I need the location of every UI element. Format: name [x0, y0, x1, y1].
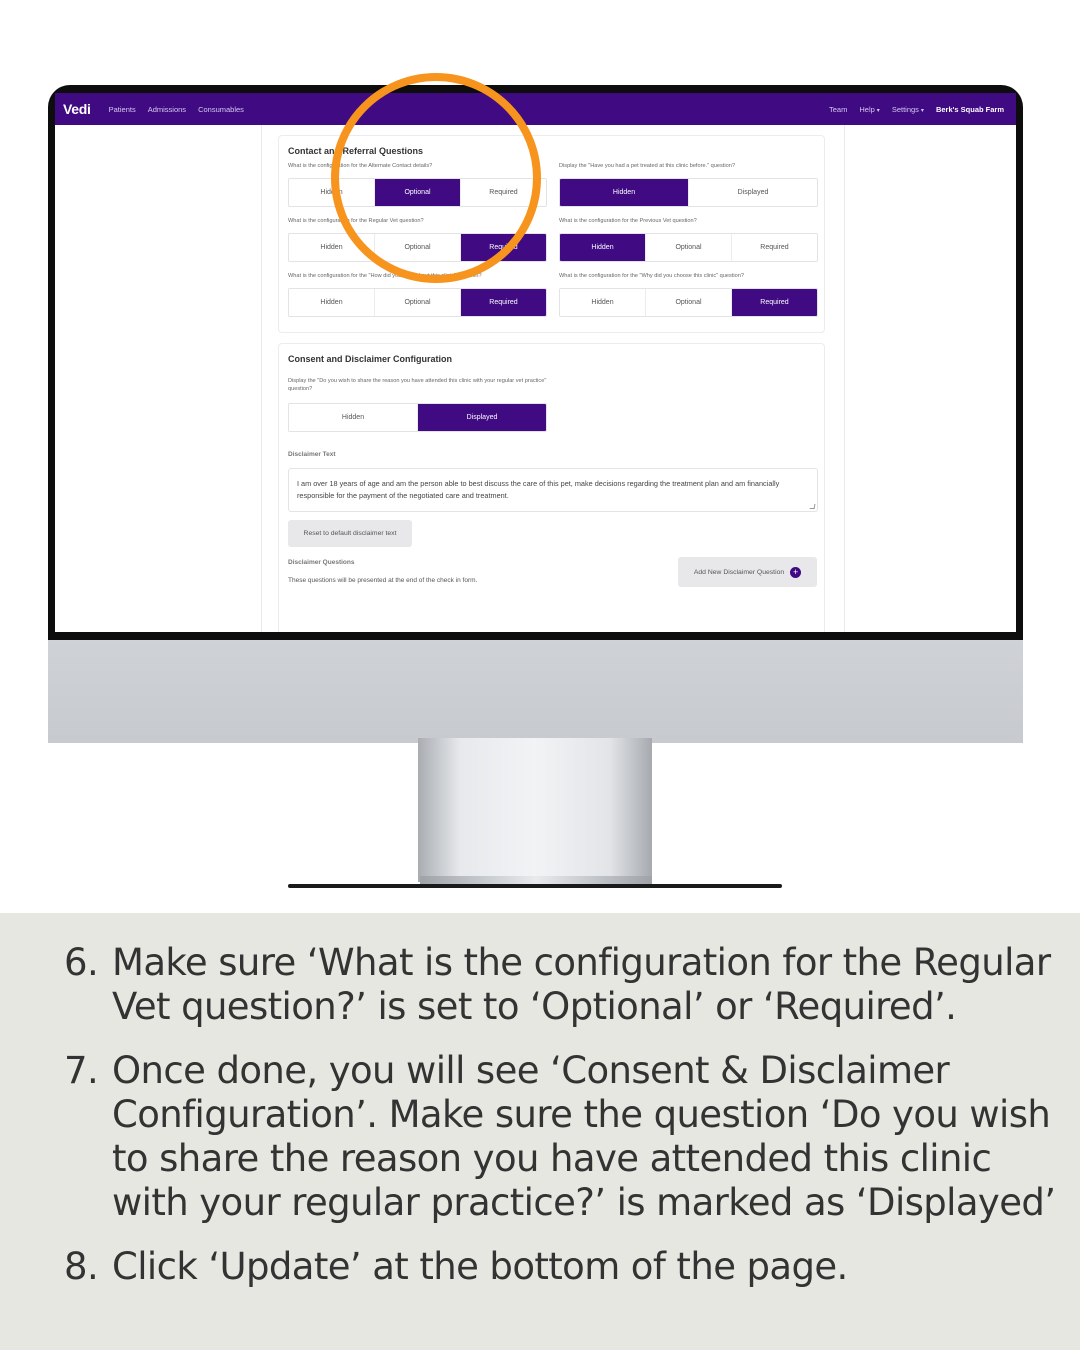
hear-about-toggle — [288, 288, 547, 317]
top-navbar — [55, 93, 1016, 125]
option-optional[interactable]: Optional — [646, 234, 732, 261]
option-optional[interactable]: Optional — [375, 289, 461, 316]
disclaimer-questions-label: Disclaimer Questions — [288, 559, 355, 566]
step-number: 7. — [64, 1049, 99, 1092]
monitor-stand — [418, 738, 652, 882]
step-number: 6. — [64, 941, 99, 984]
option-hidden[interactable]: Hidden — [289, 179, 375, 206]
previous-vet-toggle — [559, 233, 818, 262]
question-label: What is the configuration for the Previous Vet question? — [559, 218, 697, 224]
disclaimer-text-label: Disclaimer Text — [288, 451, 336, 458]
reset-disclaimer-button[interactable]: Reset to default disclaimer text — [288, 520, 412, 547]
nav-patients[interactable]: Patients — [108, 104, 136, 114]
add-question-label: Add New Disclaimer Question — [693, 568, 785, 576]
option-hidden[interactable]: Hidden — [560, 289, 646, 316]
option-displayed[interactable]: Displayed — [689, 179, 817, 206]
step-text: Once done, you will see ‘Consent & Disclaimer Configuration’. Make sure the question ‘Do you wish to share the reason you have attended this clinic with your regular practice?’ is marked as ‘Displayed’ — [112, 1049, 1056, 1224]
disclaimer-text-value: I am over 18 years of age and am the person able to best discuss the care of this pet, make decisions regarding the treatment plan and am financially responsible for the payment of the negotiated care and treatment. — [297, 479, 780, 500]
question-label: What is the configuration for the "Why did you choose this clinic" question? — [559, 273, 744, 279]
plus-icon: + — [790, 567, 801, 578]
option-optional[interactable]: Optional — [375, 234, 461, 261]
brand-logo[interactable]: Vedi — [63, 101, 91, 117]
nav-settings-label: Settings — [891, 104, 919, 114]
nav-right-group — [829, 105, 1008, 114]
option-hidden[interactable]: Hidden — [289, 404, 418, 431]
question-label: What is the configuration for the Regular Vet question? — [288, 218, 424, 224]
option-displayed[interactable]: Displayed — [418, 404, 546, 431]
nav-farm-name[interactable]: Berk's Squab Farm — [935, 104, 1004, 114]
disclaimer-questions-note: These questions will be presented at the end of the check in form. — [288, 577, 478, 584]
nav-help-label: Help — [859, 104, 875, 114]
consent-disclaimer-card — [278, 343, 825, 632]
consent-card-title: Consent and Disclaimer Configuration — [288, 354, 453, 364]
option-hidden[interactable]: Hidden — [560, 234, 646, 261]
highlight-circle — [331, 73, 541, 283]
step-text: Click ‘Update’ at the bottom of the page. — [112, 1245, 848, 1288]
nav-team[interactable]: Team — [829, 104, 848, 114]
disclaimer-textarea[interactable] — [288, 468, 818, 512]
option-required[interactable]: Required — [732, 289, 817, 316]
option-required[interactable]: Required — [461, 179, 546, 206]
nav-help-dropdown[interactable] — [859, 105, 879, 114]
option-optional[interactable]: Optional — [646, 289, 732, 316]
nav-consumables[interactable]: Consumables — [198, 104, 244, 114]
question-label: Display the "Have you had a pet treated at this clinic before." question? — [559, 163, 735, 169]
question-label: What is the configuration for the Alternate Contact details? — [288, 163, 433, 169]
add-disclaimer-question-button[interactable] — [678, 557, 817, 587]
desk-shadow — [288, 884, 782, 888]
question-label: What is the configuration for the "How did you hear about this clinic" question? — [288, 273, 482, 279]
pet-treated-before-toggle — [559, 178, 818, 207]
chevron-down-icon: ▾ — [920, 107, 924, 114]
option-hidden[interactable]: Hidden — [289, 289, 375, 316]
option-required[interactable]: Required — [732, 234, 817, 261]
nav-admissions[interactable]: Admissions — [147, 104, 187, 114]
resize-handle-icon[interactable] — [810, 504, 816, 509]
option-required[interactable]: Required — [461, 234, 546, 261]
chevron-down-icon: ▾ — [876, 107, 880, 114]
option-optional[interactable]: Optional — [375, 179, 461, 206]
monitor-chin — [48, 640, 1023, 743]
option-hidden[interactable]: Hidden — [289, 234, 375, 261]
option-required[interactable]: Required — [461, 289, 546, 316]
step-text: Make sure ‘What is the configuration for the Regular Vet question?’ is set to ‘Optional’ or ‘Required’. — [112, 941, 1051, 1028]
why-choose-toggle — [559, 288, 818, 317]
option-hidden[interactable]: Hidden — [560, 179, 689, 206]
step-number: 8. — [64, 1245, 99, 1288]
contact-card-title: Contact and Referral Questions — [288, 146, 424, 156]
share-question-label: Display the "Do you wish to share the reason you have attended this clinic with your regular vet practice" question? — [288, 378, 547, 392]
instructions-panel — [0, 913, 1080, 1350]
nav-settings-dropdown[interactable] — [892, 105, 924, 114]
share-reason-toggle — [288, 403, 547, 432]
